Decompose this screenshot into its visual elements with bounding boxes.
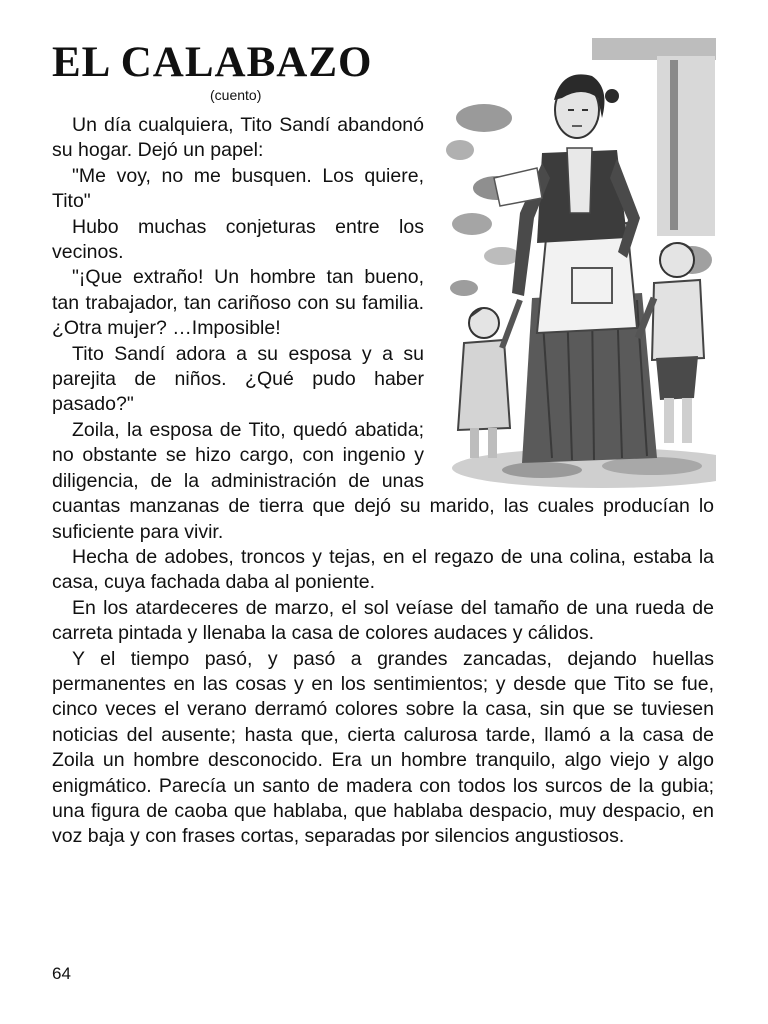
page-number: 64: [52, 964, 71, 983]
story-text: [52, 113, 714, 850]
paragraph: En los atardeceres de marzo, el sol veíase del tamaño de una rueda de carreta pintada y llenaba la casa de colores audaces y cálidos.: [52, 596, 714, 645]
paragraph: Tito Sandí adora a su esposa y a su parejita de niños. ¿Qué pudo haber pasado?": [52, 342, 424, 416]
story-title: EL CALABAZO: [52, 39, 373, 86]
illustration-spacer: [424, 113, 714, 493]
paragraph: Y el tiempo pasó, y pasó a grandes zancadas, dejando huellas permanentes en las cosas y en los sentimientos; y desde que Tito se fue, cinco veces el verano derramó colores sobre la casa, sin que se tuviesen noticias del ausente; hasta que, cierta calurosa tarde, llamó a la casa de Zoila un hombre desconocido. Era un hombre tranquilo, algo viejo y algo enigmático. Parecía un santo de madera con todos los surcos de la gubia; una figura de caoba que hablaba, que hablaba despacio, muy despacio, en voz baja y con frases cortas, separadas por silencios angustiosos.: [52, 647, 714, 848]
paragraph: "Me voy, no me busquen. Los quiere, Tito": [52, 164, 424, 213]
story-subtitle: (cuento): [210, 87, 262, 103]
paragraph: "¡Que extraño! Un hombre tan bueno, tan trabajador, tan cariñoso con su familia. ¿Otra mujer? …Imposible!: [52, 266, 424, 340]
paragraph: Un día cualquiera, Tito Sandí abandonó su hogar. Dejó un papel:: [52, 114, 424, 162]
paragraph: Zoila, la esposa de Tito, quedó abatida; no obstante se hizo cargo, con ingenio y diligencia, de la administración de unas cuantas manzanas de tierra que dejó su marido, las cuales producían lo suficiente para vivir.: [52, 418, 714, 543]
book-page: [52, 0, 714, 1024]
paragraph: Hecha de adobes, troncos y tejas, en el regazo de una colina, estaba la casa, cuya fachada daba al poniente.: [52, 545, 714, 594]
paragraph: Hubo muchas conjeturas entre los vecinos.: [52, 215, 424, 264]
